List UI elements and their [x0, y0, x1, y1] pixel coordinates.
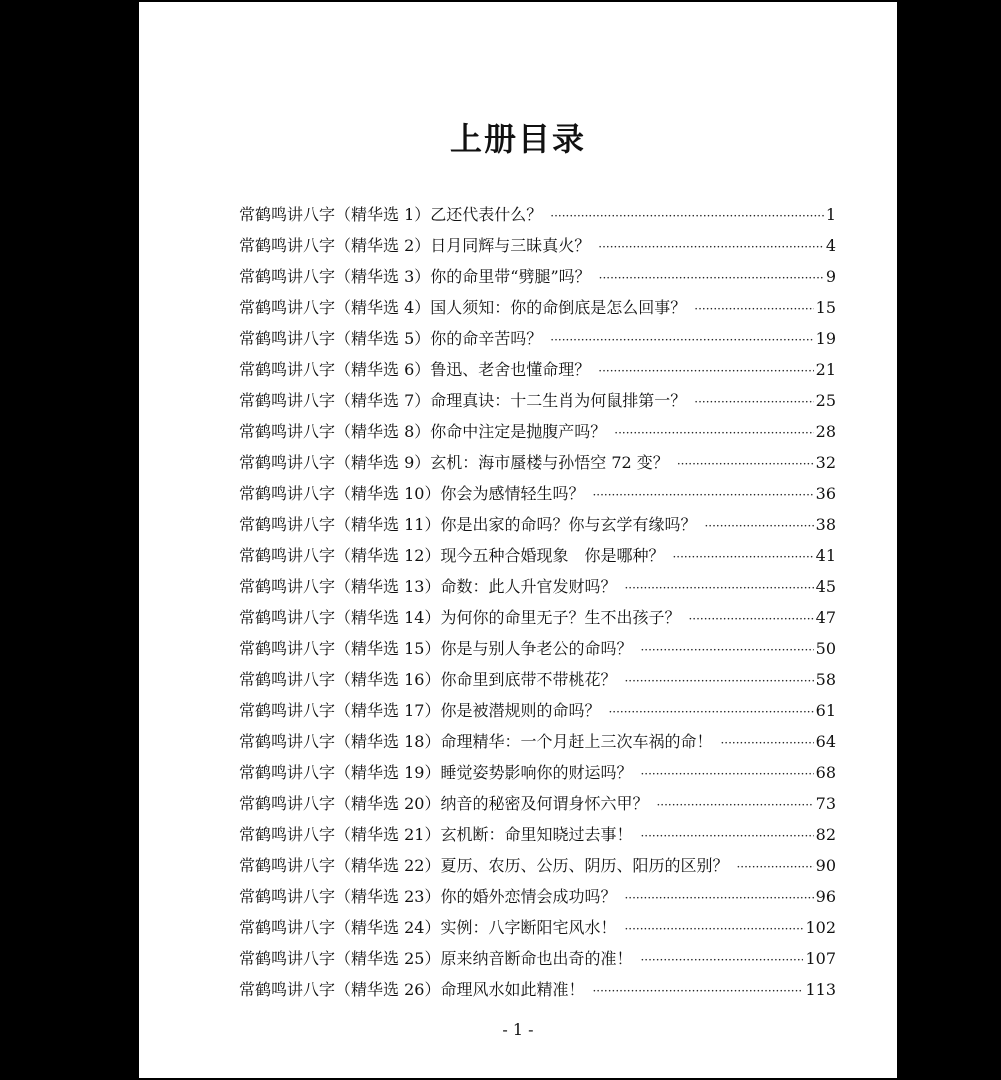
dot-leader — [677, 457, 814, 471]
toc-entry-title: 常鹤鸣讲八字（精华选 17）你是被潜规则的命吗？ — [239, 701, 601, 720]
toc-entry-title: 常鹤鸣讲八字（精华选 2）日月同辉与三昧真火？ — [239, 236, 591, 255]
dot-leader — [599, 271, 824, 285]
toc-page-number: 68 — [815, 763, 836, 782]
toc-entry-title: 常鹤鸣讲八字（精华选 18）命理精华：一个月赶上三次车祸的命！ — [239, 732, 713, 751]
dot-leader — [550, 209, 824, 223]
toc-entry-title: 常鹤鸣讲八字（精华选 15）你是与别人争老公的命吗？ — [239, 639, 633, 658]
toc-entry-title: 常鹤鸣讲八字（精华选 4）国人须知：你的命倒底是怎么回事？ — [239, 298, 687, 317]
toc-page-number: 36 — [815, 484, 836, 503]
toc-page-number: 1 — [825, 205, 836, 224]
dot-leader — [694, 395, 813, 409]
toc-page-number: 4 — [825, 236, 836, 255]
dot-leader — [688, 612, 813, 626]
toc-page-number: 58 — [815, 670, 836, 689]
document-page — [139, 2, 897, 1078]
toc-entry-4[interactable] — [239, 295, 836, 326]
toc-entry-title: 常鹤鸣讲八字（精华选 11）你是出家的命吗？你与玄学有缘吗？ — [239, 515, 697, 534]
toc-entry-7[interactable] — [239, 388, 836, 419]
toc-page-number: 28 — [815, 422, 836, 441]
toc-entry-3[interactable] — [239, 264, 836, 295]
toc-page-number: 61 — [815, 701, 836, 720]
toc-page-number: 113 — [805, 980, 836, 999]
toc-entry-title: 常鹤鸣讲八字（精华选 23）你的婚外恋情会成功吗？ — [239, 887, 617, 906]
toc-entry-title: 常鹤鸣讲八字（精华选 19）睡觉姿势影响你的财运吗？ — [239, 763, 633, 782]
toc-page-number: 15 — [815, 298, 836, 317]
toc-page-number: 96 — [815, 887, 836, 906]
toc-entry-title: 常鹤鸣讲八字（精华选 6）鲁迅、老舍也懂命理？ — [239, 360, 591, 379]
table-of-contents — [239, 202, 836, 1008]
toc-entry-14[interactable] — [239, 605, 836, 636]
toc-entry-15[interactable] — [239, 636, 836, 667]
toc-entry-title: 常鹤鸣讲八字（精华选 7）命理真诀：十二生肖为何鼠排第一？ — [239, 391, 687, 410]
dot-leader — [592, 488, 813, 502]
toc-page-number: 73 — [815, 794, 836, 813]
toc-page-number: 25 — [815, 391, 836, 410]
toc-entry-title: 常鹤鸣讲八字（精华选 3）你的命里带“劈腿”吗？ — [239, 267, 591, 286]
toc-entry-title: 常鹤鸣讲八字（精华选 20）纳音的秘密及何谓身怀六甲？ — [239, 794, 649, 813]
toc-page-number: 32 — [815, 453, 836, 472]
dot-leader — [640, 767, 813, 781]
dot-leader — [598, 240, 824, 254]
dot-leader — [736, 860, 813, 874]
toc-entry-5[interactable] — [239, 326, 836, 357]
toc-page-number: 41 — [815, 546, 836, 565]
toc-entry-title: 常鹤鸣讲八字（精华选 22）夏历、农历、公历、阴历、阳历的区别？ — [239, 856, 729, 875]
toc-page-number: 64 — [815, 732, 836, 751]
dot-leader — [592, 984, 803, 998]
toc-entry-title: 常鹤鸣讲八字（精华选 25）原来纳音断命也出奇的准！ — [239, 949, 633, 968]
toc-entry-18[interactable] — [239, 729, 836, 760]
page-title: 上册目录 — [449, 120, 586, 158]
dot-leader — [624, 922, 803, 936]
toc-page-number: 90 — [815, 856, 836, 875]
toc-entry-10[interactable] — [239, 481, 836, 512]
dot-leader — [672, 550, 813, 564]
dot-leader — [704, 519, 813, 533]
toc-entry-title: 常鹤鸣讲八字（精华选 24）实例：八字断阳宅风水！ — [239, 918, 617, 937]
toc-entry-19[interactable] — [239, 760, 836, 791]
toc-entry-11[interactable] — [239, 512, 836, 543]
dot-leader — [640, 953, 803, 967]
toc-page-number: 107 — [805, 949, 836, 968]
toc-entry-title: 常鹤鸣讲八字（精华选 5）你的命辛苦吗？ — [239, 329, 543, 348]
toc-entry-16[interactable] — [239, 667, 836, 698]
toc-entry-9[interactable] — [239, 450, 836, 481]
toc-entry-23[interactable] — [239, 884, 836, 915]
toc-page-number: 38 — [815, 515, 836, 534]
dot-leader — [640, 643, 813, 657]
toc-page-number: 102 — [805, 918, 836, 937]
toc-page-number: 19 — [815, 329, 836, 348]
toc-entry-1[interactable] — [239, 202, 836, 233]
toc-entry-title: 常鹤鸣讲八字（精华选 1）乙还代表什么？ — [239, 205, 543, 224]
page-number-footer: - 1 - — [502, 1020, 534, 1039]
toc-entry-title: 常鹤鸣讲八字（精华选 12）现今五种合婚现象 你是哪种？ — [239, 546, 665, 565]
toc-page-number: 21 — [815, 360, 836, 379]
dot-leader — [624, 674, 813, 688]
toc-entry-2[interactable] — [239, 233, 836, 264]
toc-page-number: 45 — [815, 577, 836, 596]
dot-leader — [640, 829, 813, 843]
toc-page-number: 47 — [815, 608, 836, 627]
dot-leader — [656, 798, 813, 812]
toc-page-number: 50 — [815, 639, 836, 658]
dot-leader — [550, 333, 813, 347]
dot-leader — [624, 581, 813, 595]
toc-entry-title: 常鹤鸣讲八字（精华选 9）玄机：海市蜃楼与孙悟空 72 变？ — [239, 453, 669, 472]
toc-entry-26[interactable] — [239, 977, 836, 1008]
dot-leader — [614, 426, 813, 440]
toc-entry-20[interactable] — [239, 791, 836, 822]
dot-leader — [720, 736, 813, 750]
toc-entry-12[interactable] — [239, 543, 836, 574]
toc-entry-25[interactable] — [239, 946, 836, 977]
toc-page-number: 9 — [825, 267, 836, 286]
toc-entry-21[interactable] — [239, 822, 836, 853]
toc-entry-title: 常鹤鸣讲八字（精华选 10）你会为感情轻生吗？ — [239, 484, 585, 503]
toc-entry-title: 常鹤鸣讲八字（精华选 13）命数：此人升官发财吗？ — [239, 577, 617, 596]
dot-leader — [608, 705, 813, 719]
toc-entry-6[interactable] — [239, 357, 836, 388]
toc-page-number: 82 — [815, 825, 836, 844]
toc-entry-24[interactable] — [239, 915, 836, 946]
dot-leader — [598, 364, 813, 378]
toc-entry-title: 常鹤鸣讲八字（精华选 16）你命里到底带不带桃花？ — [239, 670, 617, 689]
toc-entry-title: 常鹤鸣讲八字（精华选 26）命理风水如此精准！ — [239, 980, 585, 999]
toc-entry-title: 常鹤鸣讲八字（精华选 8）你命中注定是抛腹产吗？ — [239, 422, 607, 441]
toc-entry-title: 常鹤鸣讲八字（精华选 21）玄机断：命里知晓过去事！ — [239, 825, 633, 844]
toc-entry-title: 常鹤鸣讲八字（精华选 14）为何你的命里无子？生不出孩子？ — [239, 608, 681, 627]
toc-entry-13[interactable] — [239, 574, 836, 605]
dot-leader — [694, 302, 813, 316]
toc-entry-8[interactable] — [239, 419, 836, 450]
toc-entry-22[interactable] — [239, 853, 836, 884]
dot-leader — [624, 891, 813, 905]
toc-entry-17[interactable] — [239, 698, 836, 729]
